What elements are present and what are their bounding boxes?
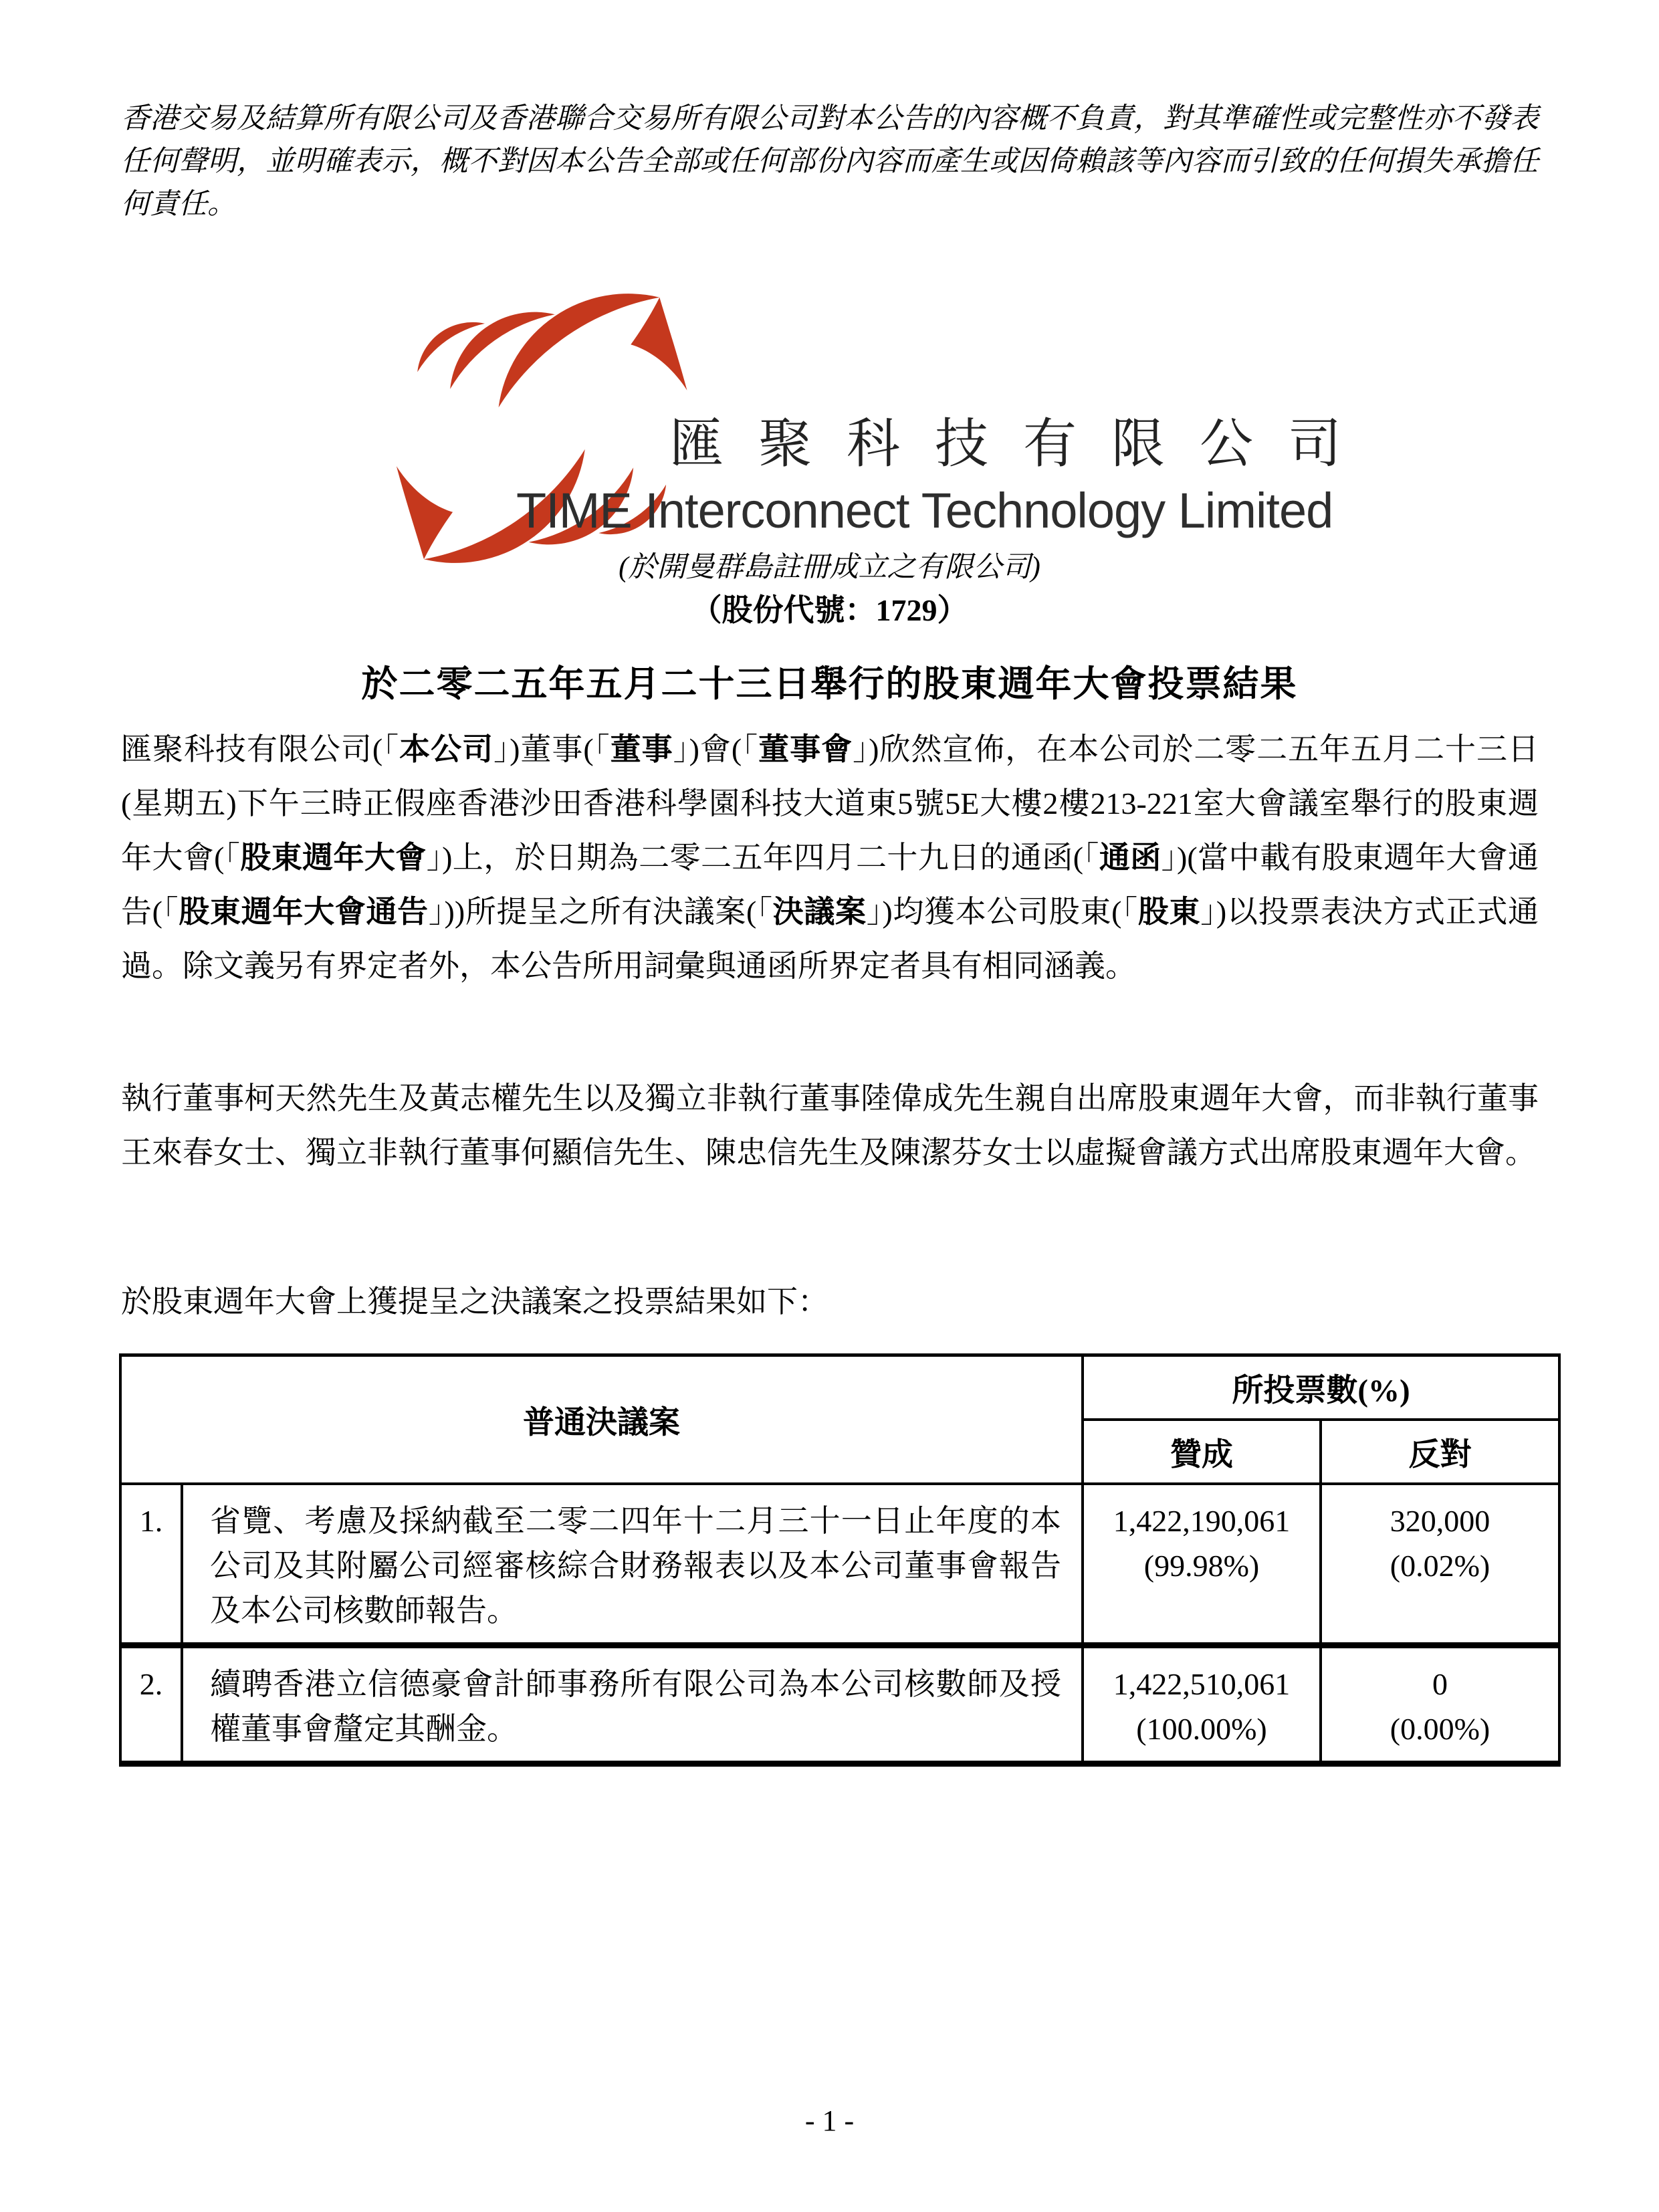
- table-intro-line: 於股東週年大會上獲提呈之決議案之投票結果如下：: [121, 1285, 828, 1319]
- for-votes-cell: [1083, 1484, 1321, 1646]
- resolution-number: 1.: [120, 1484, 182, 1646]
- against-percentage: (0.02%): [1390, 1549, 1490, 1583]
- resolution-number: 2.: [120, 1646, 182, 1764]
- document-title: 於二零二五年五月二十三日舉行的股東週年大會投票結果: [361, 664, 1298, 704]
- resolution-text: 續聘香港立信德豪會計師事務所有限公司為本公司核數師及授權董事會釐定其酬金。: [182, 1646, 1083, 1764]
- incorporation-note: (於開曼群島註冊成立之有限公司): [619, 552, 1040, 583]
- stock-code-line: （股份代號：1729）: [691, 593, 968, 627]
- paragraph-attendance: 執行董事柯天然先生及黃志權先生以及獨立非執行董事陸偉成先生親自出席股東週年大會，而非執行董事王來春女士、獨立非執行董事何顯信先生、陳忠信先生及陳潔芬女士以虛擬會議方式出席股東週年大會。: [121, 1081, 1539, 1170]
- for-votes-cell: [1083, 1646, 1321, 1764]
- table-header-row-1: [120, 1355, 1559, 1420]
- against-percentage: (0.00%): [1390, 1712, 1490, 1746]
- exchange-disclaimer: 香港交易及結算所有限公司及香港聯合交易所有限公司對本公告的內容概不負責，對其準確性或完整性亦不發表任何聲明，並明確表示，概不對因本公告全部或任何部份內容而產生或因倚賴該等內容而引致的任何損失承擔任何責任。: [121, 103, 1539, 220]
- col-header-for: 贊成: [1083, 1420, 1321, 1484]
- against-votes-cell: [1321, 1484, 1559, 1646]
- paragraph-announcement: 匯聚科技有限公司(「本公司」)董事(「董事」)會(「董事會」)欣然宣佈，在本公司於二零二五年五月二十三日(星期五)下午三時正假座香港沙田香港科學園科技大道東5號5E大樓2樓213-221室大會議室舉行的股東週年大會(「股東週年大會」)上，於日期為二零二五年四月二十九日的通函(「通函」)(當中載有股東週年大會通告(「股東週年大會通告」))所提呈之所有決議案(「決議案」)均獲本公司股東(「股東」)以投票表決方式正式通過。除文義另有界定者外，本公告所用詞彙與通函所界定者具有相同涵義。: [121, 732, 1539, 983]
- resolution-row-1: [120, 1484, 1559, 1646]
- col-header-resolutions: 普通決議案: [120, 1355, 1083, 1484]
- resolution-row-2: [120, 1646, 1559, 1764]
- for-percentage: (99.98%): [1143, 1549, 1260, 1583]
- for-percentage: (100.00%): [1136, 1712, 1267, 1746]
- resolution-text: 省覽、考慮及採納截至二零二四年十二月三十一日止年度的本公司及其附屬公司經審核綜合財務報表以及本公司董事會報告及本公司核數師報告。: [182, 1484, 1083, 1646]
- for-votes: 1,422,190,061: [1113, 1504, 1291, 1538]
- page-number: - 1 -: [804, 2104, 855, 2137]
- company-name-chinese: 匯聚科技有限公司: [670, 414, 1376, 473]
- col-header-against: 反對: [1321, 1420, 1559, 1484]
- against-votes: 320,000: [1390, 1504, 1490, 1538]
- company-name-english: TIME Interconnect Technology Limited: [516, 483, 1333, 538]
- voting-results-table: [119, 1353, 1561, 1767]
- against-votes: 0: [1432, 1667, 1448, 1701]
- against-votes-cell: [1321, 1646, 1559, 1764]
- col-header-votes-cast: 所投票數(%): [1083, 1355, 1559, 1420]
- for-votes: 1,422,510,061: [1113, 1667, 1291, 1701]
